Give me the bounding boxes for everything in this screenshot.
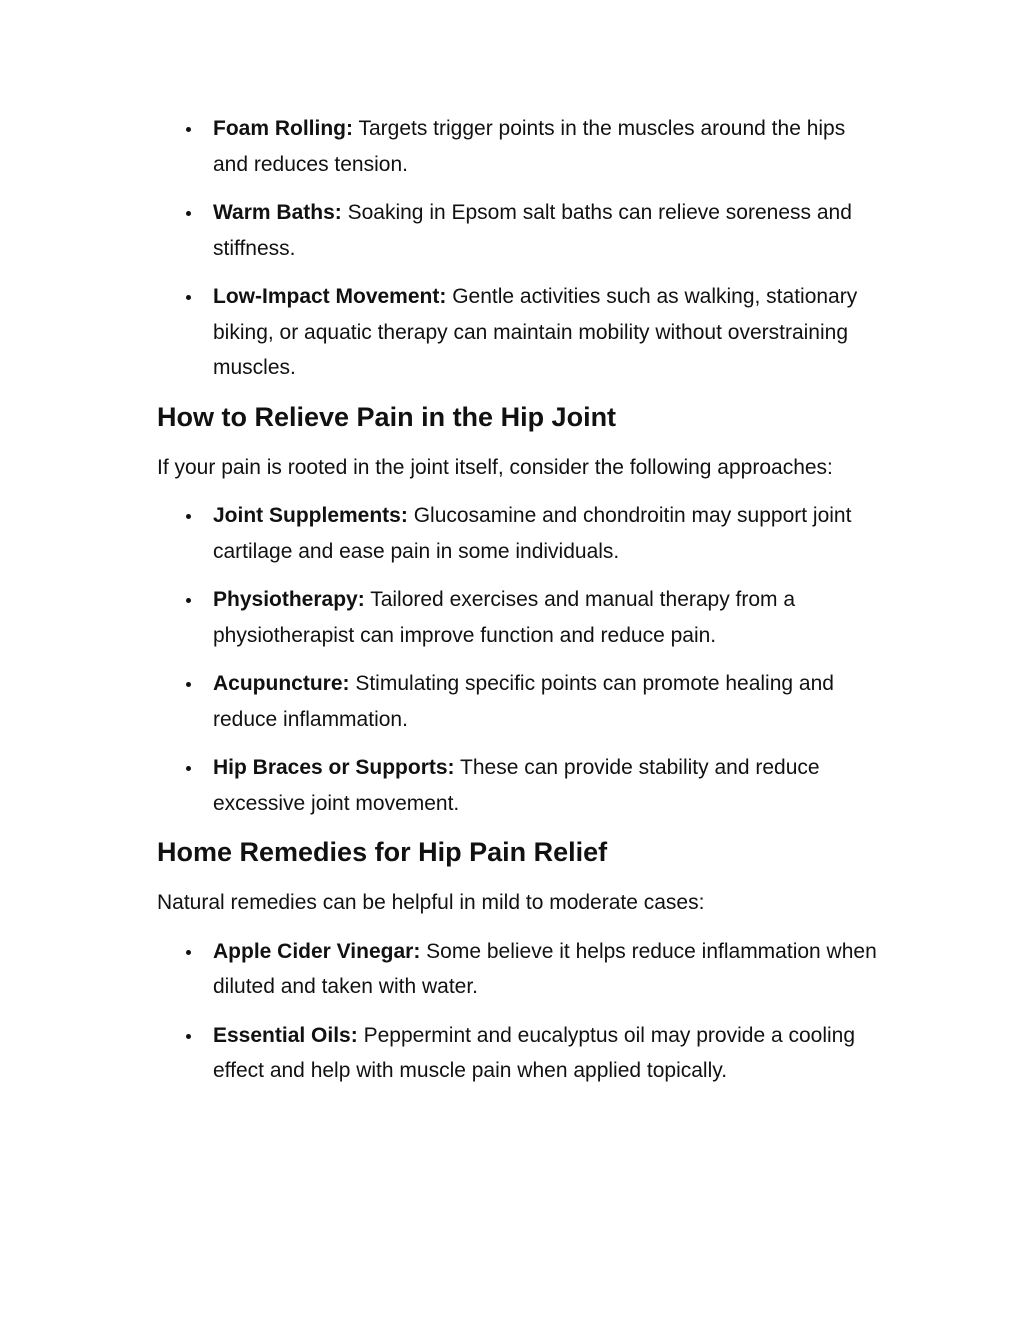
section-heading-home-remedies: Home Remedies for Hip Pain Relief	[157, 837, 608, 867]
list-item	[157, 750, 877, 821]
bullet-icon	[186, 127, 191, 132]
item-text: Stimulating specific points can promote healing and reduce inflammation.	[213, 672, 834, 731]
section-heading-hip-joint: How to Relieve Pain in the Hip Joint	[157, 401, 617, 432]
list-item	[157, 279, 877, 386]
bullet-icon	[186, 211, 191, 216]
list-item	[157, 195, 877, 266]
item-term: Physiotherapy:	[213, 588, 365, 611]
bullet-icon	[186, 514, 191, 519]
item-text: Glucosamine and chondroitin may support joint cartilage and ease pain in some individuals.	[213, 504, 852, 563]
muscle-relief-list	[157, 111, 877, 386]
bullet-icon	[186, 682, 191, 687]
item-text: These can provide stability and reduce excessive joint movement.	[213, 756, 820, 815]
item-term: Warm Baths:	[213, 201, 342, 224]
list-item	[157, 582, 877, 653]
item-text: Targets trigger points in the muscles around the hips and reduces tension.	[213, 117, 846, 176]
document-page	[157, 111, 877, 1102]
list-item	[157, 111, 877, 182]
list-item	[157, 1018, 877, 1089]
item-text: Some believe it helps reduce inflammation when diluted and taken with water.	[213, 939, 877, 998]
item-term: Foam Rolling:	[213, 117, 353, 140]
item-term: Apple Cider Vinegar:	[213, 939, 421, 963]
item-term: Hip Braces or Supports:	[213, 756, 455, 779]
section-intro: If your pain is rooted in the joint itself, consider the following approaches:	[157, 455, 833, 479]
list-item	[157, 934, 877, 1005]
item-term: Acupuncture:	[213, 672, 350, 695]
section-intro: Natural remedies can be helpful in mild to moderate cases:	[157, 891, 705, 914]
bullet-icon	[186, 766, 191, 771]
bullet-icon	[186, 598, 191, 603]
item-term: Essential Oils:	[213, 1023, 358, 1047]
bullet-icon	[186, 295, 191, 300]
item-term: Low-Impact Movement:	[213, 285, 447, 308]
list-item	[157, 498, 877, 569]
hip-joint-list	[157, 498, 877, 821]
bullet-icon	[186, 1034, 191, 1039]
list-item	[157, 666, 877, 737]
bullet-icon	[186, 950, 191, 955]
item-text: Peppermint and eucalyptus oil may provide a cooling effect and help with muscle pain when applied topically.	[213, 1023, 856, 1082]
item-text: Soaking in Epsom salt baths can relieve soreness and stiffness.	[213, 201, 852, 260]
item-text: Gentle activities such as walking, stationary biking, or aquatic therapy can maintain mobility without overstraining muscles.	[213, 285, 858, 379]
item-term: Joint Supplements:	[213, 504, 408, 527]
home-remedies-list	[157, 934, 877, 1089]
item-text: Tailored exercises and manual therapy from a physiotherapist can improve function and reduce pain.	[213, 588, 796, 647]
